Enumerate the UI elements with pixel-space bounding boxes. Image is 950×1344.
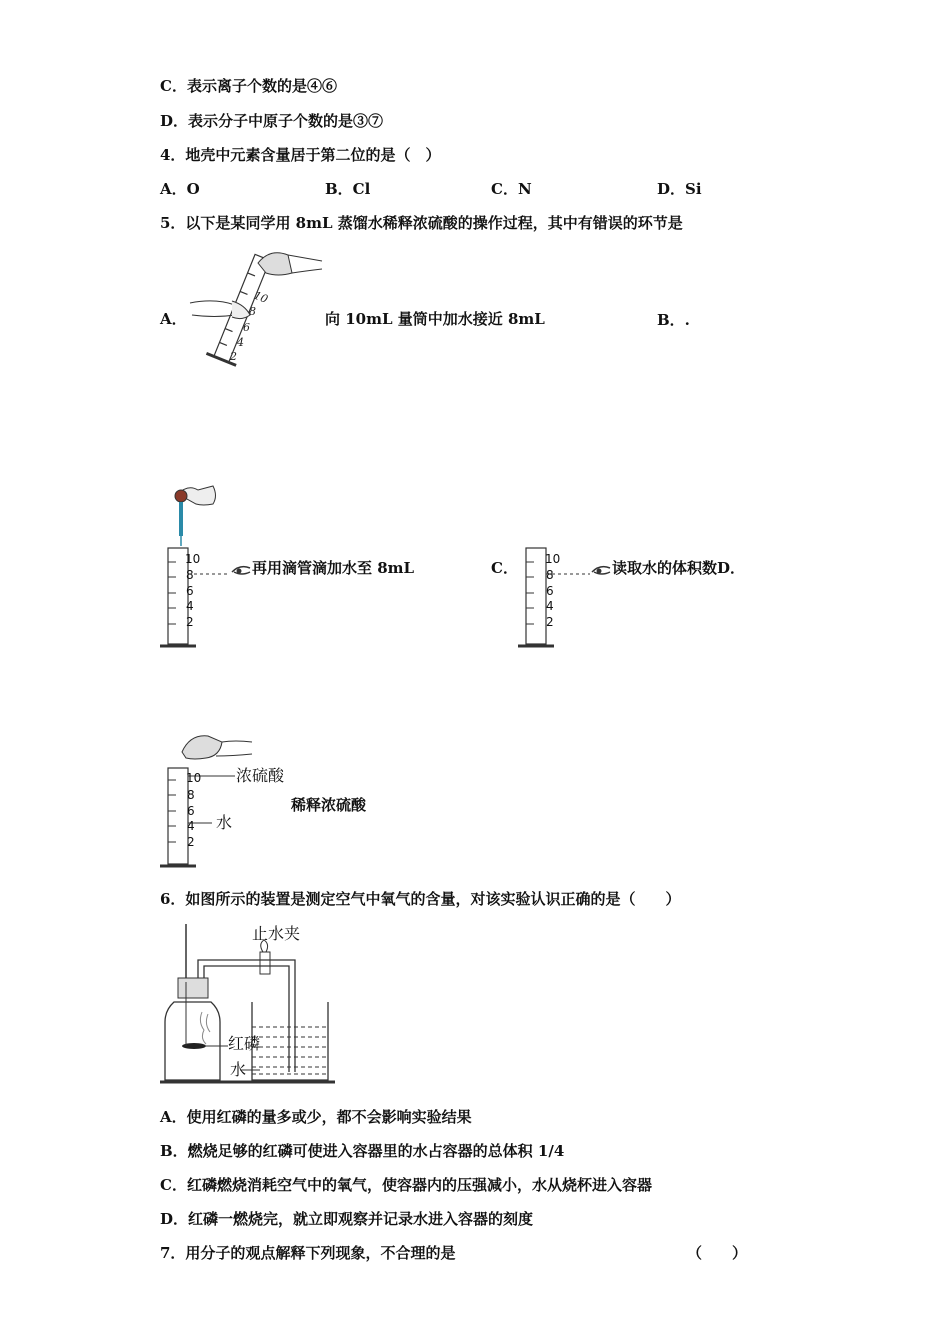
label-concentrated-acid: 浓硫酸 [236, 766, 285, 785]
q5-option-c-text: 读取水的体积数D． [612, 559, 746, 577]
q3-option-c: C．表示离子个数的是④⑥ [160, 77, 337, 95]
tick-10-d: 10 [186, 771, 202, 785]
svg-text:4: 4 [237, 336, 244, 349]
q4-stem: 4．地壳中元素含量居于第二位的是（ ） [160, 146, 441, 164]
q6-option-d: D．红磷一燃烧完，就立即观察并记录水进入容器的刻度 [160, 1210, 534, 1228]
q7-answer-paren: （ ） [687, 1244, 748, 1262]
label-water: 水 [216, 813, 233, 832]
tick-8: 8 [186, 568, 194, 582]
q5-option-a-letter: A． [160, 310, 187, 328]
tick-6-c: 6 [546, 584, 554, 598]
q5-stem: 5．以下是某同学用 8mL 蒸馏水稀释浓硫酸的操作过程，其中有错误的环节是 [160, 214, 683, 232]
svg-text:10: 10 [251, 288, 270, 307]
oxygen-apparatus-figure [160, 922, 340, 1087]
tick-2-d: 2 [187, 835, 195, 849]
pouring-water-figure [180, 243, 325, 383]
svg-text:2: 2 [230, 350, 237, 363]
q5-option-c-letter: C． [491, 559, 518, 577]
q7-stem: 7．用分子的观点解释下列现象，不合理的是 [160, 1244, 456, 1262]
label-red-phosphorus: 红磷 [228, 1034, 261, 1053]
svg-text:8: 8 [249, 305, 256, 318]
tick-2: 2 [186, 615, 194, 629]
q5-option-b-text: 再用滴管滴加水至 8mL [252, 559, 415, 577]
label-water-beaker: 水 [230, 1060, 247, 1079]
q4-option-c: C．N [491, 180, 532, 198]
eye-icon [590, 562, 612, 582]
tick-8-c: 8 [546, 568, 554, 582]
tick-4-c: 4 [546, 599, 554, 613]
tick-4: 4 [186, 599, 194, 613]
tick-8-d: 8 [187, 788, 195, 802]
tick-2-c: 2 [546, 615, 554, 629]
q6-option-a: A．使用红磷的量多或少，都不会影响实验结果 [160, 1108, 472, 1126]
q5-option-a-text: 向 10mL 量筒中加水接近 8mL [325, 310, 545, 328]
q6-option-b: B．燃烧足够的红磷可使进入容器里的水占容器的总体积 1/4 [160, 1142, 565, 1160]
q6-option-c: C．红磷燃烧消耗空气中的氧气，使容器内的压强减小，水从烧杯进入容器 [160, 1176, 652, 1194]
tick-6: 6 [186, 584, 194, 598]
q5-option-d-text: 稀释浓硫酸 [291, 796, 367, 814]
q5-option-b-letter: B．. [657, 311, 690, 329]
q4-option-b: B．Cl [325, 180, 371, 198]
q4-option-d: D．Si [657, 180, 702, 198]
label-clamp: 止水夹 [252, 924, 301, 943]
diluting-acid-figure [160, 728, 300, 873]
q4-option-a: A．O [160, 180, 200, 198]
tick-6-d: 6 [187, 804, 195, 818]
q6-stem: 6．如图所示的装置是测定空气中氧气的含量，对该实验认识正确的是（ ） [160, 890, 681, 908]
tick-4-d: 4 [187, 819, 195, 833]
svg-text:6: 6 [243, 321, 250, 334]
tick-10-c: 10 [545, 552, 561, 566]
q3-option-d: D．表示分子中原子个数的是③⑦ [160, 112, 384, 130]
tick-10: 10 [185, 552, 201, 566]
eye-icon [230, 562, 252, 582]
